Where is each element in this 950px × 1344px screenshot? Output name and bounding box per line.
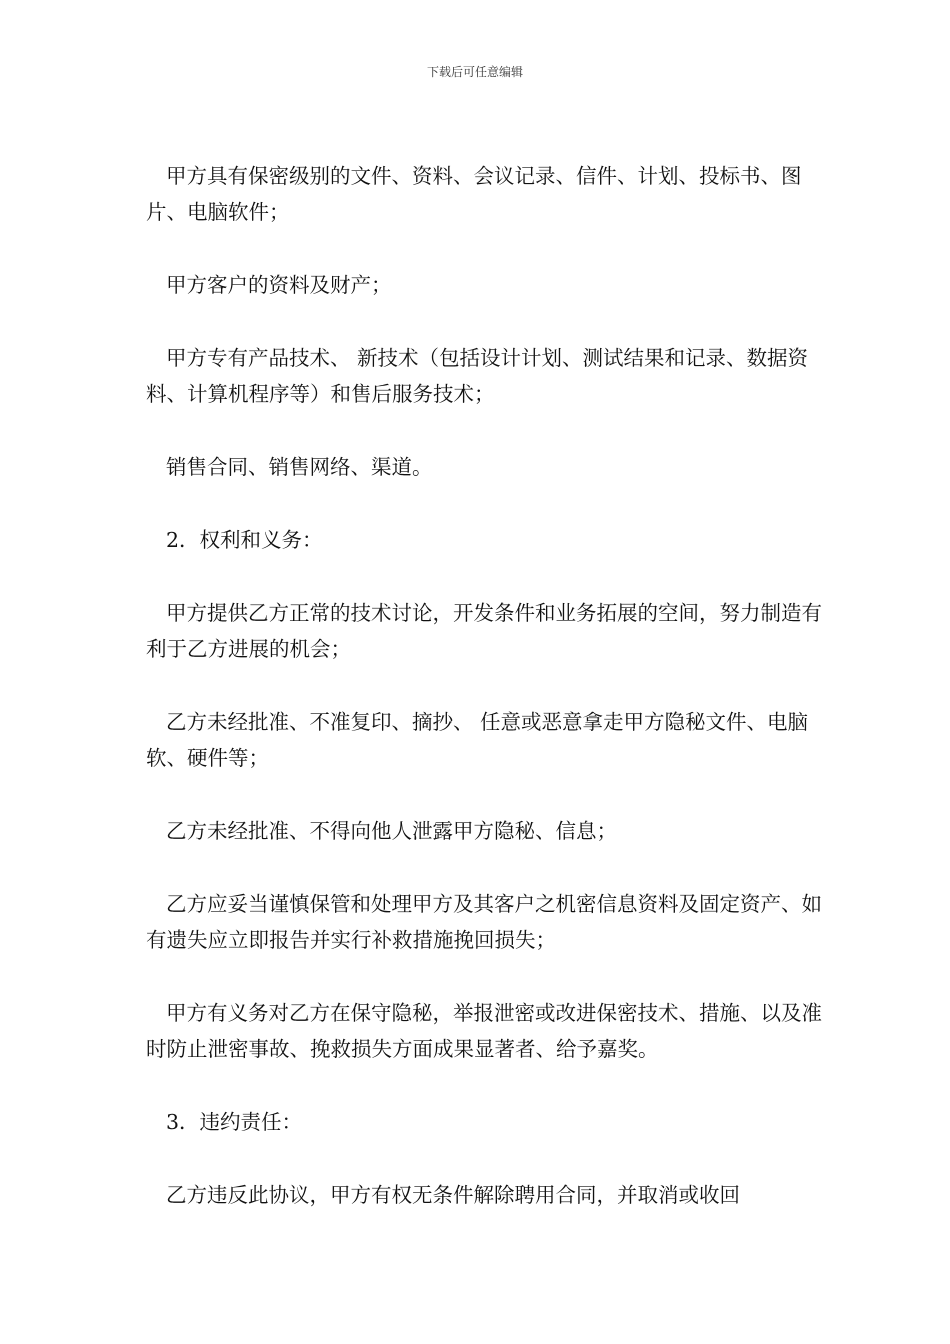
paragraph-no-disclosure: 乙方未经批准、不得向他人泄露甲方隐秘、信息； (166, 819, 617, 843)
paragraph-sales-network: 销售合同、销售网络、渠道。 (166, 455, 433, 479)
paragraph-proprietary-tech: 甲方专有产品技术、 新技术（包括设计计划、测试结果和记录、数据资料、计算机程序等）和售后服务技术； (146, 346, 809, 406)
page-header: 下载后可任意编辑 (426, 65, 523, 79)
section-heading-rights-obligations: 2．权利和义务： (166, 528, 323, 552)
paragraph-no-copying: 乙方未经批准、不准复印、摘抄、 任意或恶意拿走甲方隐秘文件、电脑软、硬件等； (146, 710, 809, 770)
document-body (146, 158, 826, 1213)
paragraph-safekeeping: 乙方应妥当谨慎保管和处理甲方及其客户之机密信息资料及固定资产、如有遗失应立即报告并实行补救措施挽回损失； (146, 892, 822, 952)
paragraph-party-a-provides: 甲方提供乙方正常的技术讨论，开发条件和业务拓展的空间，努力制造有利于乙方进展的机会； (146, 601, 822, 661)
paragraph-client-data: 甲方客户的资料及财产； (166, 273, 392, 297)
paragraph-rewards: 甲方有义务对乙方在保守隐秘，举报泄密或改进保密技术、措施、以及准时防止泄密事故、挽救损失方面成果显著者、给予嘉奖。 (146, 1001, 822, 1061)
section-heading-liability: 3．违约责任： (166, 1110, 303, 1134)
paragraph-confidential-documents: 甲方具有保密级别的文件、资料、会议记录、信件、计划、投标书、图片、电脑软件； (146, 164, 802, 224)
paragraph-breach: 乙方违反此协议，甲方有权无条件解除聘用合同，并取消或收回 (166, 1183, 740, 1207)
